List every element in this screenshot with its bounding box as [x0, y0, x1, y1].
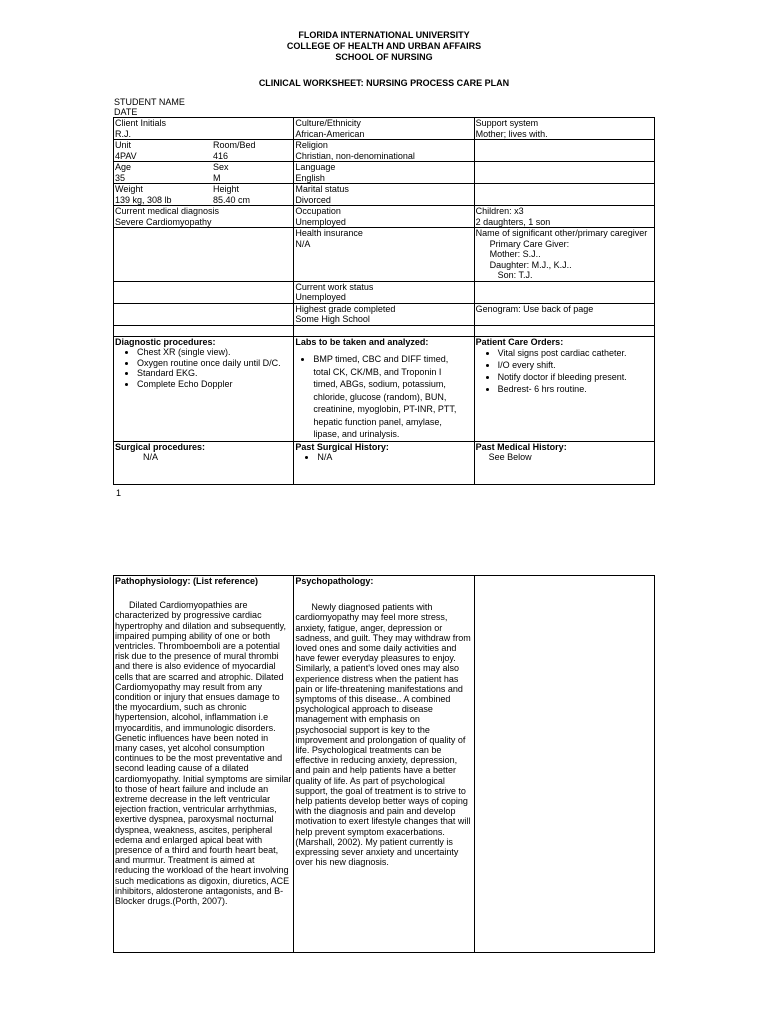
- genogram-cell: [474, 303, 654, 325]
- table-row: [114, 281, 655, 303]
- lab-line: timed, ABGs, sodium, potassium,: [313, 379, 446, 389]
- label: Room/Bed: [213, 140, 256, 150]
- spacer-cell: [474, 325, 654, 336]
- table-row: [114, 228, 655, 282]
- value: N/A: [143, 452, 159, 462]
- patho-line: Cardiomyopathy may result from any: [115, 681, 263, 692]
- pathophysiology-table: [113, 575, 655, 953]
- label: Weight: [115, 184, 143, 194]
- past-medical-cell: [474, 441, 654, 484]
- list-item: • Complete Echo Doppler: [137, 379, 292, 390]
- work-status-cell: [294, 281, 474, 303]
- value: Unemployed: [295, 216, 346, 227]
- psycho-line: cardiomyopathy may feel more stress,: [295, 612, 448, 623]
- children-cell: [474, 206, 654, 228]
- psycho-line: loved ones and some daily activities and: [295, 643, 457, 654]
- section-label: Diagnostic procedures:: [115, 336, 216, 347]
- psycho-line: (Marshall, 2002). My patient currently is: [295, 836, 453, 847]
- patho-line: hypertension, alcohol, inflammation i.e: [115, 712, 269, 723]
- patho-line: reducing the workload of the heart involving: [115, 865, 289, 876]
- list-item: [313, 353, 472, 441]
- patho-line: and there is also evidence of myocardial: [115, 661, 276, 672]
- value: 4PAV: [115, 150, 137, 161]
- list-item: • I/O every shift.: [498, 359, 653, 371]
- patho-line: characterized by progressive cardiac: [115, 610, 262, 621]
- psycho-line: pain or life-threatening manifestations and: [295, 683, 463, 694]
- support-cell: [474, 118, 654, 140]
- label: Religion: [295, 140, 328, 150]
- pathophysiology-text: [115, 600, 292, 906]
- psycho-line: management with emphasis on: [295, 714, 420, 725]
- university-name: FLORIDA INTERNATIONAL UNIVERSITY: [298, 30, 470, 40]
- patho-line: ejection fraction, ventricular arrhythmias,: [115, 804, 277, 815]
- religion-cell: [294, 140, 474, 162]
- patho-line: continues to be the most preventative and: [115, 753, 283, 764]
- list-item: • Oxygen routine once daily until D/C.: [137, 358, 292, 369]
- patho-line: Blocker drugs.(Porth, 2007).: [115, 896, 228, 907]
- table-row: [114, 303, 655, 325]
- occupation-cell: [294, 206, 474, 228]
- value: Mother; lives with.: [475, 128, 548, 139]
- label: Current work status: [295, 281, 374, 292]
- list-item: • Standard EKG.: [137, 368, 292, 379]
- value: See Below: [488, 452, 532, 462]
- psycho-line: anxiety, fatigue, anger, depression or: [295, 622, 443, 633]
- psycho-line: motivation to exert lifestyle changes that will: [295, 816, 471, 827]
- client-initials-cell: [114, 118, 294, 140]
- value: Genogram: Use back of page: [475, 303, 594, 314]
- value: Divorced: [295, 194, 331, 205]
- section-label: Patient Care Orders:: [475, 336, 564, 347]
- label: Highest grade completed: [295, 303, 396, 314]
- age-cell: [114, 162, 294, 184]
- surgical-procedures-cell: [114, 441, 294, 484]
- patho-line: cardiomyopathy. Initial symptoms are similar: [115, 773, 292, 784]
- label: Height: [213, 184, 240, 194]
- value: Some High School: [295, 314, 370, 324]
- empty-cell: [474, 162, 654, 184]
- patho-line: hypertrophy and dilation and subsequently,: [115, 620, 286, 631]
- date-label: DATE: [114, 107, 138, 117]
- empty-cell: [114, 303, 294, 325]
- value: African-American: [295, 128, 365, 139]
- list-item: • Chest XR (single view).: [137, 347, 292, 358]
- table-row: [114, 162, 655, 184]
- table-row: [114, 118, 655, 140]
- lab-line: creatinine, myoglobin, PT-INR, PTT,: [313, 404, 457, 414]
- diagnostic-procedures-cell: [114, 336, 294, 441]
- page-number: 1: [116, 488, 122, 498]
- lab-line: hepatic function panel, amylase,: [313, 416, 442, 427]
- patho-line: edema and enlarged apical beat with: [115, 834, 263, 845]
- psycho-line: quality of life. As part of psychological: [295, 775, 445, 786]
- client-info-table: [113, 117, 655, 485]
- lab-line: chloride, glucose (random), BUN,: [313, 391, 447, 402]
- empty-cell: [474, 184, 654, 206]
- patho-line: exertive dyspnea, paroxysmal nocturnal: [115, 814, 274, 825]
- lab-line: • BMP timed, CBC and DIFF timed,: [313, 354, 449, 364]
- psycho-line: help patients develop better ways of coping: [295, 796, 468, 807]
- patho-line: dyspnea, weakness, ascites, peripheral: [115, 824, 273, 835]
- value: English: [295, 172, 325, 183]
- psycho-line: symptoms of this disease.. A combined: [295, 694, 451, 705]
- label: Support system: [475, 118, 539, 128]
- psycho-line: Newly diagnosed patients with: [311, 602, 433, 613]
- value: Mother: S.J..: [489, 249, 541, 259]
- empty-cell: [474, 576, 654, 953]
- psycho-line: over his new diagnosis.: [295, 857, 389, 868]
- patho-line: many cases, yet alcohol consumption: [115, 743, 265, 754]
- empty-cell: [474, 140, 654, 162]
- patho-line: inhibitors, aldosterone antagonists, and B-: [115, 885, 284, 896]
- patho-line: presence of a third and fourth heart beat,: [115, 845, 279, 856]
- value: 139 kg, 308 lb: [115, 194, 172, 205]
- psycho-line: expressing sever anxiety and uncertainty: [295, 847, 459, 858]
- weight-cell: [114, 184, 294, 206]
- diagnosis-cell: [114, 206, 294, 228]
- college-name: COLLEGE OF HEALTH AND URBAN AFFAIRS: [286, 41, 482, 51]
- section-label: Psychopathology:: [295, 576, 374, 586]
- lab-line: total CK, CK/MB, and Troponin I: [313, 366, 442, 377]
- label: Marital status: [295, 184, 349, 194]
- label: Health insurance: [295, 228, 363, 238]
- patho-line: Dilated Cardiomyopathies are: [129, 600, 248, 611]
- table-row: [114, 441, 655, 484]
- patho-line: ventricles. Thromboemboli are a potential: [115, 641, 280, 652]
- psychopathology-text: [295, 602, 472, 867]
- value: M: [213, 172, 221, 183]
- value: Christian, non-denominational: [295, 150, 415, 161]
- psycho-line: help prevent symptom exacerbations.: [295, 826, 445, 837]
- labs-cell: [294, 336, 474, 441]
- psycho-line: improvement and prolongation of quality of: [295, 734, 466, 745]
- psycho-line: sadness, and guilt. They may withdraw from: [295, 632, 471, 643]
- section-label: Past Surgical History:: [295, 441, 389, 452]
- patho-line: myocarditis, and immunologic disorders.: [115, 722, 276, 733]
- label: Sex: [213, 162, 229, 172]
- patho-line: condition or injury that ensues damage to: [115, 692, 280, 703]
- value: 85.40 cm: [213, 194, 251, 205]
- table-row: [114, 184, 655, 206]
- value: N/A: [295, 238, 311, 249]
- patho-line: impaired pumping ability of one or both: [115, 630, 271, 641]
- list-item: • Vital signs post cardiac catheter.: [498, 347, 653, 359]
- value: Son: T.J.: [497, 270, 533, 280]
- list-item: • N/A: [317, 452, 472, 463]
- label: Culture/Ethnicity: [295, 118, 361, 128]
- lab-line: lipase, and urinalysis.: [313, 429, 400, 439]
- value: Severe Cardiomyopathy: [115, 216, 212, 227]
- table-row: [114, 206, 655, 228]
- value: R.J.: [115, 128, 132, 139]
- label: Current medical diagnosis: [115, 206, 220, 216]
- student-block: [114, 97, 185, 117]
- marital-cell: [294, 184, 474, 206]
- grade-cell: [294, 303, 474, 325]
- psycho-line: life. Psychological treatments can be: [295, 745, 442, 756]
- patho-line: risk due to the presence of mural thrombi: [115, 651, 279, 662]
- empty-cell: [114, 228, 294, 282]
- psychopathology-cell: [294, 576, 474, 953]
- caregiver-cell: [474, 228, 654, 282]
- language-cell: [294, 162, 474, 184]
- value: Primary Care Giver:: [489, 238, 570, 249]
- patho-line: extreme decrease in the left ventricular: [115, 794, 271, 805]
- label: Language: [295, 162, 336, 172]
- label: Client Initials: [115, 118, 167, 128]
- list-item: • Bedrest- 6 hrs routine.: [498, 383, 653, 395]
- psycho-line: have fewer everyday pleasures to enjoy.: [295, 653, 456, 664]
- value: Unemployed: [295, 292, 346, 302]
- patho-line: to those of heart failure and include an: [115, 783, 269, 794]
- section-label: Pathophysiology: (List reference): [115, 576, 259, 586]
- psycho-line: with the diagnosis and pain and develop: [295, 806, 456, 817]
- student-name-label: STUDENT NAME: [114, 97, 185, 107]
- table-row: [114, 140, 655, 162]
- psycho-line: psychological approach to disease: [295, 704, 433, 715]
- patho-line: such medications as digoxin, diuretics, ACE: [115, 875, 290, 886]
- value: 2 daughters, 1 son: [475, 216, 551, 227]
- psycho-line: support, the goal of treatment is to strive to: [295, 785, 466, 796]
- insurance-cell: [294, 228, 474, 282]
- patho-line: and murmur. Treatment is aimed at: [115, 855, 255, 866]
- culture-cell: [294, 118, 474, 140]
- table-row: [114, 576, 655, 953]
- empty-cell: [474, 281, 654, 303]
- patho-line: cells that are scarred and atrophic. Dilated: [115, 671, 284, 682]
- psycho-line: experience distress when the patient has: [295, 673, 459, 684]
- value: 35: [115, 172, 126, 183]
- section-label: Labs to be taken and analyzed:: [295, 336, 429, 347]
- past-surgical-cell: [294, 441, 474, 484]
- list-item: • Notify doctor if bleeding present.: [498, 371, 653, 383]
- label: Age: [115, 162, 132, 172]
- document-header: [0, 30, 768, 63]
- section-label: Past Medical History:: [475, 441, 567, 452]
- school-name: SCHOOL OF NURSING: [335, 52, 433, 62]
- patient-care-orders-cell: [474, 336, 654, 441]
- empty-cell: [114, 281, 294, 303]
- patho-line: Genetic influences have been noted in: [115, 732, 269, 743]
- patho-line: second leading cause of a dilated: [115, 763, 249, 774]
- spacer-cell: [294, 325, 474, 336]
- psycho-line: Similarly, a patient's loved ones may also: [295, 663, 459, 674]
- label: Name of significant other/primary caregiver: [475, 228, 648, 238]
- unit-cell: [114, 140, 294, 162]
- value: 416: [213, 150, 229, 161]
- table-row: [114, 336, 655, 441]
- psycho-line: psychosocial support is key to the: [295, 724, 430, 735]
- worksheet-title: CLINICAL WORKSHEET: NURSING PROCESS CARE PLAN: [258, 78, 510, 88]
- section-label: Surgical procedures:: [115, 441, 206, 452]
- label: Unit: [115, 140, 132, 150]
- table-row: [114, 325, 655, 336]
- value: Daughter: M.J., K.J..: [489, 259, 572, 270]
- psycho-line: and pain and help patients have a better: [295, 765, 456, 776]
- patho-line: the myocardium, such as chronic: [115, 702, 247, 713]
- pathophysiology-cell: [114, 576, 294, 953]
- label: Occupation: [295, 206, 341, 216]
- label: Children: x3: [475, 206, 524, 216]
- psycho-line: effective in reducing anxiety, depression,: [295, 755, 458, 766]
- spacer-cell: [114, 325, 294, 336]
